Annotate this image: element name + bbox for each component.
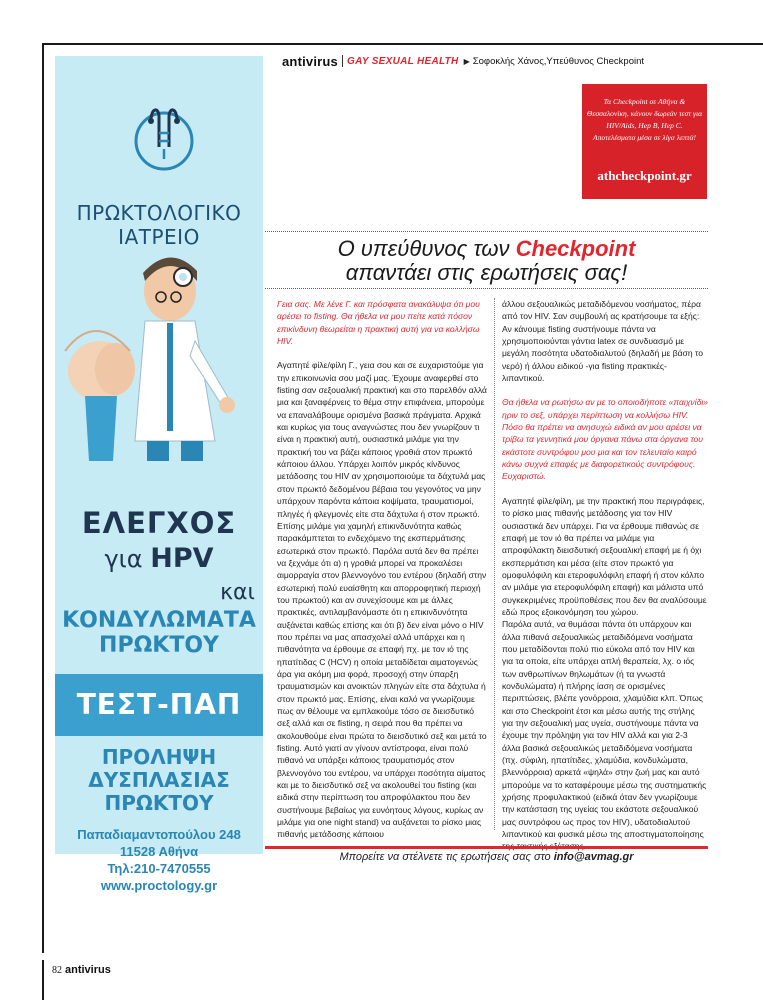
promo-url-link[interactable]: athcheckpoint.gr (597, 168, 692, 183)
advert-gia: για (104, 545, 143, 573)
advert-hpv-line (55, 543, 263, 574)
advert-heading: ΕΛΕΓΧΟΣ (81, 506, 237, 540)
bottom-red-rule (265, 846, 708, 849)
reader-question: Θα ήθελα να ρωτήσω αν με το οποιοδήποτε «παιχνίδι» ηριν το σεξ, υπάρχει περίπτωση να κολλήσω HIV. Πόσο θα πρέπει να ανησυχώ ειδικά αν μου αρέσει να τρίβω τα γεννητικά μου όργανα πάνω στα όργανα του εκάστοτε συντρόφου μου μια και τον τελευταίο καιρό κάνω συχνά επαφές με διαφορετικούς συντρόφους. Ευχαριστώ. (502, 397, 708, 482)
title-rule-bottom (265, 288, 708, 289)
submit-questions-note (265, 851, 708, 863)
clinic-name-line1: ΠΡΩΚΤΟΛΟΓΙΚΟ (76, 201, 242, 225)
advert-kondylomata (55, 608, 263, 658)
author-byline: Σοφοκλής Χάνος,Υπεύθυνος Checkpoint (472, 55, 645, 67)
header-divider (342, 55, 343, 67)
advert-phone: Τηλ:210-7470555 (107, 861, 211, 876)
title-rule-top (265, 231, 708, 232)
article-column-2 (502, 298, 708, 853)
doctor-illustration (55, 251, 263, 466)
article-column-1 (277, 298, 487, 841)
answer-paragraph: Αγαπητέ φίλε/φίλη Γ., γεια σου και σε ευχαριστούμε για την επικοινωνία σου μαζί μας. Έχουμε αναφερθεί στο fisting σαν σεξουαλική πρακτική και στο παρελθόν αλλά μια και ξαναφέρνεις το θέμα στην επιφάνεια, μπορούμε να επαναλάβουμε ορισμένα βασικά πράγματα. Αρχικά και κυρίως για τους αναγνώστες που δεν γνωρίζουν τι είναι η πρακτική αυτή, ουσιαστικά μιλάμε για την πρακτική του να βάζει κάποιος γροθιά στον πρωκτό κάποιου άλλου. Υπάρχει λοιπόν μικρός κίνδυνος μετάδοσης του HIV αν χρησιμοποιούμε τα δάχτυλά μας στον πρωκτό δεδομένου βέβαια του γεγονότος να μην υπάρχουν παρόντα κάποια κοψίματα, τραυματισμοί, πληγές ή φλεγμονές είτε στα δάχτυλα ή στον πρωκτό. Επίσης μιλάμε για χαμηλή επικινδυνότητα καθώς παρακάμπτεται το ενδεχόμενο της εκσπερμάτισης εσωτερικά στον πρωκτό. Παρόλα αυτά δεν θα πρέπει να ξεχνάμε ότι α) η γροθιά μπορεί να προκαλέσει αιμορραγία στον βλεννογόνο του εντέρου (δηλαδή στην εσωτερική πολύ ευαίσθητη και απορροφητική περιοχή του πρωκτού) και αν συνεχίσουμε και με άλλες πρακτικές, αντιλαμβανόμαστε ότι η επικινδυνότητα αυξάνεται καθώς επίσης και ότι β) δεν είναι μόνο ο HIV που πρέπει να μας απασχολεί αλλά υπάρχει και η πιθανότητα να έρθουμε σε επαφή πχ. με τον ιό της ηπατίτιδας C (HCV) η οποία μεταδίδεται αιματογενώς άρα για ακόμη μια φορά, προσοχή στην ύπαρξη τραυματισμών και ανοικτών πληγών είτε στα δάχτυλα ή στον πρωκτό μας. Επίσης, είναι καλό να γνωρίζουμε πως αν θέλουμε να εμπλακούμε τόσο σε διεισδυτικό σεξ αλλά και σε fisting, η σειρά που θα πρέπει να ακολουθούμε είναι πρώτα το διεισδυτικό σεξ και μετά το fisting. Αυτό γιατί αν γίνουν αντίστροφα, είναι πολύ πιθανό να υπάρξει κάποιος τραυματισμός στον βλεννογόνο του εντέρου, να υπάρχει ποσότητα αίματος και με το διεισδυτικό σεξ να ακολουθεί του fisting (και ειδικά στην περίπτωση του απροφύλακτου που δεν συστήνουμε βεβαίως για ευνόητους λόγους, κυρίως αν μιλάμε για one night stand) να αυξάνεται το ρίσκο μιας πιθανής μετάδοσης κάποιου (277, 360, 487, 840)
advert-prevention-line3: ΠΡΩΚΤΟΥ (104, 791, 214, 815)
advert-prevention-line1: ΠΡΟΛΗΨΗ (101, 745, 217, 769)
answer-paragraph: Αγαπητέ φίλε/φίλη, με την πρακτική που περιγράφεις, το ρίσκο μιας πιθανής μετάδοσης για τον HIV ουσιαστικά δεν υπάρχει. Για να έρθουμε πιθανώς σε επαφή με τον ιό θα πρέπει να μιλάμε για απροφύλακτη διεισδυτική σεξουαλική επαφή με ή όχι εκσπερμάτιση και μέσα (είτε στον πρωκτό για ομοφυλόφιλη και ετεροφυλόφιλη επαφή ή στον κόλπο αν μιλάμε για ετεροφυλόφιλη επαφή) και μάλιστα υπό συγκεκριμένες προϋποθέσεις που δεν θα αναλύσουμε εδώ προς εξοικονόμηση του χώρου. (502, 495, 707, 617)
advert-address-city: 11528 Αθήνα (119, 844, 199, 859)
advert-kondy-line2: ΠΡΩΚΤΟΥ (99, 633, 219, 658)
page-footer (52, 964, 111, 976)
advert-kai: και (220, 580, 255, 605)
promo-text: Τα Checkpoint σε Αθήνα & Θεσσαλονίκη, κάνουν δωρεάν τεστ για HIV/Aids, Hep B, Hep C. Αποτελέσματα μέσα σε λίγα λεπτά! (586, 97, 703, 142)
advert-test-pap-band: ΤΕΣΤ-ΠΑΠ (55, 674, 263, 736)
title-prefix: Ο υπεύθυνος των (337, 236, 516, 261)
advert-prevention (55, 746, 263, 815)
proctology-advert (55, 56, 263, 893)
article-header (282, 53, 644, 69)
page-frame-top (42, 43, 763, 45)
title-highlight: Checkpoint (515, 236, 636, 261)
answer-paragraph: άλλου σεξουαλικώς μεταδιδόμενου νοσήματος, πέρα από τον HIV. Σαν συμβουλή ας κρατήσουμε τα εξής: Αν κάνουμε fisting συστήνουμε πάντα να χρησιμοποιούνται γάντια latex σε συνδυασμό με μεγάλη ποσότητα υδατοδιαλυτού (δηλαδή με βάση το νερό) ή άλλου ειδικού -για fisting πρακτικές- λιπαντικού. (502, 299, 703, 384)
advert-prevention-line2: ΔΥΣΠΛΑΣΙΑΣ (88, 768, 230, 792)
advert-hpv: HPV (150, 543, 214, 574)
arrow-right-icon: ▶ (463, 56, 470, 66)
title-line2: απαντάει στις ερωτήσεις σας! (345, 260, 628, 285)
page-number: 82 (52, 965, 62, 976)
note-text: Μπορείτε να στέλνετε τις ερωτήσεις σας στο (339, 851, 554, 863)
advert-contact (55, 826, 263, 894)
checkpoint-promo-box (582, 84, 707, 199)
clinic-name (55, 201, 263, 249)
page-frame-left (42, 43, 44, 953)
clinic-name-line2: ΙΑΤΡΕΙΟ (118, 225, 200, 249)
advert-address-street: Παπαδιαμαντοπούλου 248 (77, 827, 241, 842)
footer-brand: antivirus (65, 964, 111, 976)
article-title (265, 237, 708, 285)
advert-website-link[interactable]: www.proctology.gr (100, 878, 218, 893)
section-label: GAY SEXUAL HEALTH (346, 55, 459, 67)
reader-question: Γεια σας. Με λένε Γ. και πρόσφατα ανακάλυψα ότι μου αρέσει το fisting. Θα ήθελα να μου πείτε κατά πόσον επικίνδυνη θεωρείται η πρακτική αυτή για να κολλήσω HIV. (277, 299, 480, 347)
advert-kondy-line1: ΚΟΝΔΥΛΩΜΑΤΑ (62, 608, 256, 633)
magazine-brand: antivirus (282, 53, 338, 69)
page-frame-bottom (42, 960, 44, 1000)
contact-email-link[interactable]: info@avmag.gr (553, 851, 634, 863)
answer-paragraph: Παρόλα αυτά, να θυμάσαι πάντα ότι υπάρχουν και άλλα πιθανά σεξουαλικώς μεταδιδόμενα νοσήματα που μεταδίδονται πολύ πιο εύκολα από τον HIV και για τα οποία, είτε υπάρχει απλή θεραπεία, λχ. ο ιός των ανθρωπίνων θηλωμάτων (ή τα γνωστά κονδυλώματα) ή πλήρης ίαση σε ορισμένες περιπτώσεις, βλέπε γονόρροια, χλαμύδια κλπ. Όπως και στο Checkpoint έτσι και μέσω αυτής της στήλης για την σεξουαλική μας υγεία, συστήνουμε πάντα να έχουμε την πρόληψη για τον HIV αλλά και για 2-3 άλλα βασικά σεξουαλικώς μεταδιδόμενα νοσήματα (πχ. σύφιλη, ηπατίτιδες, χλαμύδια, κονδυλώματα, βλεννόρροια) αρκετά «ψηλά» στην ζωή μας και αυτό μπορούμε να το καταφέρουμε μέσω της συστηματικής χρήσης προφυλακτικού (ειδικά όταν δεν γνωρίζουμε την κατάσταση της υγείας του εκάστοτε σεξουαλικού μας συντρόφου ως προς τον HIV), υδατοδιαλυτού λιπαντικού και φυσικά μέσω της αποστιγματοποίησης (502, 619, 707, 840)
clinic-logo-icon (133, 99, 195, 171)
column-divider (494, 298, 495, 830)
